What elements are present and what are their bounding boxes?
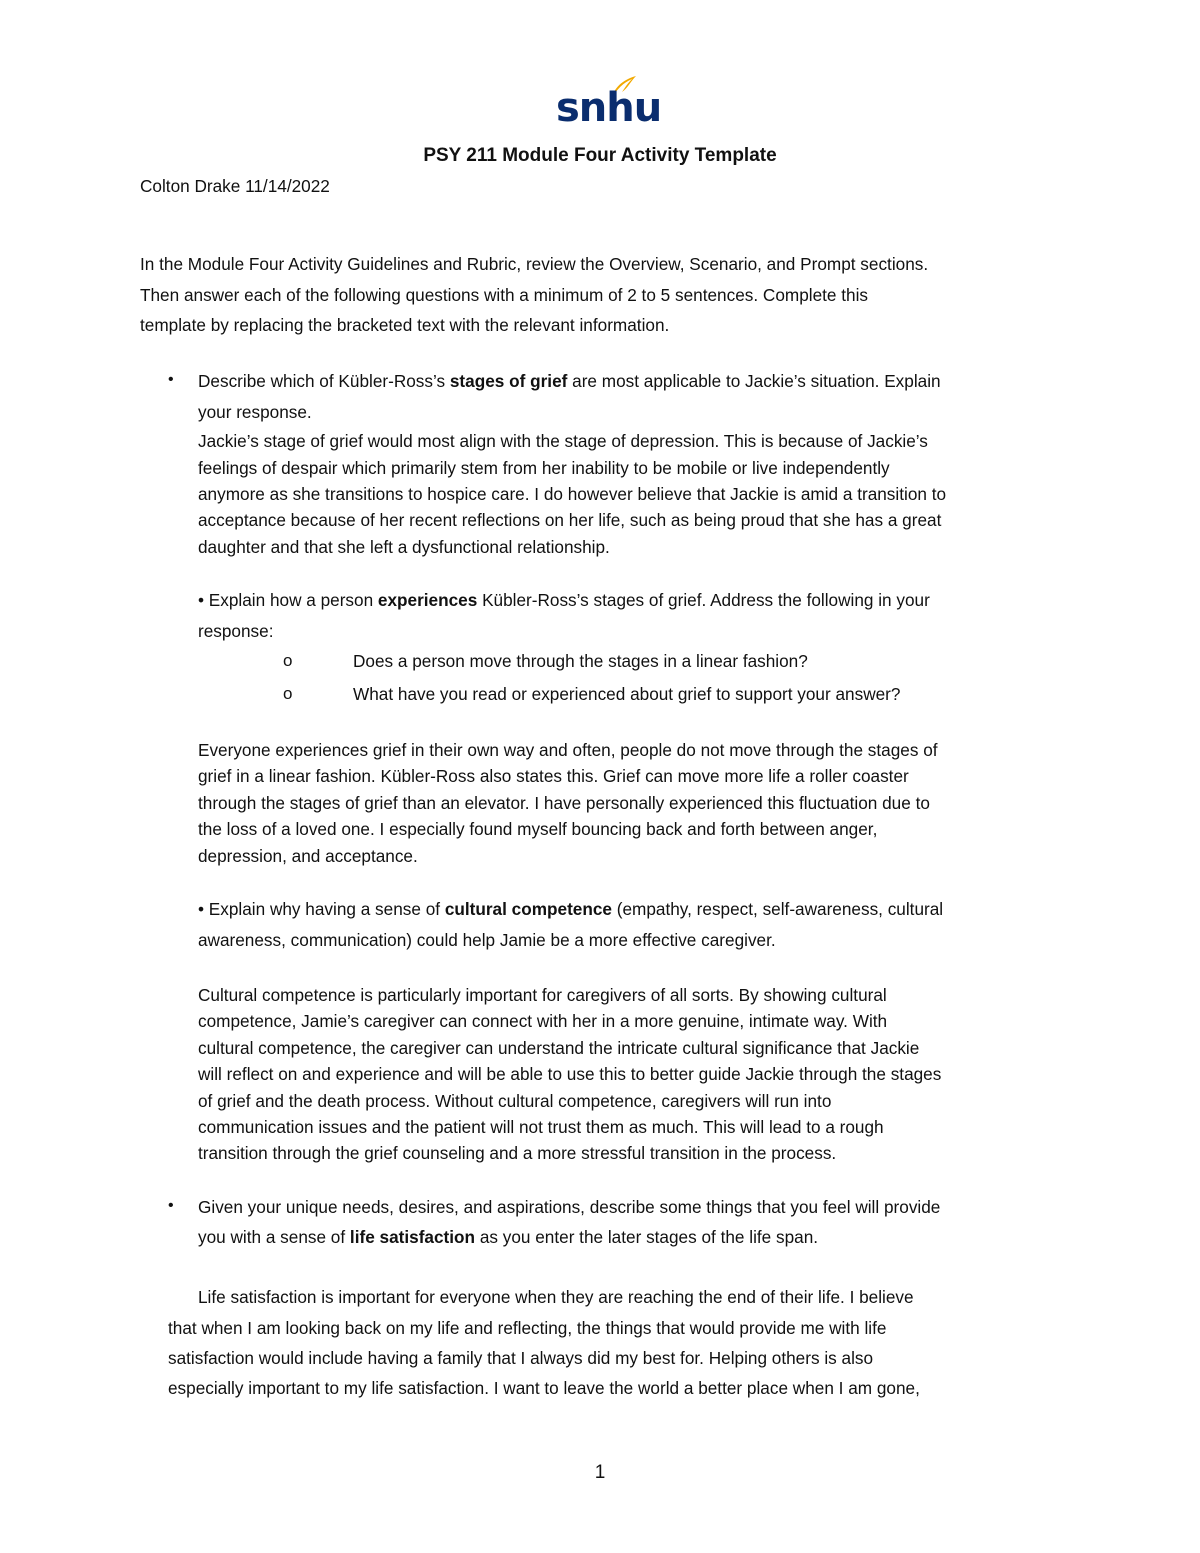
page-title: PSY 211 Module Four Activity Template <box>423 145 777 166</box>
sub-bullet-marker: o <box>283 684 293 703</box>
question-2 <box>198 587 930 613</box>
answer-1-line: anymore as she transitions to hospice care. I do however believe that Jackie is amid a transition to <box>198 484 947 504</box>
bullet-marker: • <box>198 590 205 610</box>
answer-1-line: feelings of despair which primarily stem from her inability to be mobile or live independently <box>198 458 890 478</box>
question-3-bold: cultural competence <box>444 899 612 919</box>
question-1-pre: Describe which of Kübler-Ross’s <box>198 371 450 391</box>
sub-question-2: What have you read or experienced about grief to support your answer? <box>353 684 901 704</box>
question-2-pre: Explain how a person <box>204 590 378 610</box>
bullet-marker: • <box>168 1197 174 1214</box>
answer-3-line: will reflect on and experience and will be able to use this to better guide Jackie through the stages <box>198 1064 942 1084</box>
sub-question-1: Does a person move through the stages in a linear fashion? <box>353 651 808 671</box>
answer-2-line: Everyone experiences grief in their own way and often, people do not move through the stages of <box>198 740 938 760</box>
question-3-pre: Explain why having a sense of <box>204 899 445 919</box>
answer-4-line: satisfaction would include having a family that I always did my best for. Helping others is also <box>168 1348 874 1368</box>
author-line: Colton Drake 11/14/2022 <box>140 176 330 196</box>
question-2-line-2: response: <box>198 621 274 641</box>
answer-3-line: cultural competence, the caregiver can understand the intricate cultural significance that Jackie <box>198 1038 920 1058</box>
sub-bullet-marker: o <box>283 651 293 670</box>
question-4-line-2 <box>198 1224 818 1250</box>
logo-text: snhu <box>556 85 662 131</box>
answer-1-line: Jackie’s stage of grief would most align with the stage of depression. This is because of Jackie’s <box>198 431 928 451</box>
question-4: Given your unique needs, desires, and aspirations, describe some things that you feel will provide <box>198 1197 941 1217</box>
snhu-logo <box>556 74 662 132</box>
question-2-post: Kübler-Ross’s stages of grief. Address the following in your <box>477 590 930 610</box>
answer-2-line: grief in a linear fashion. Kübler-Ross also states this. Grief can move more life a roller coaster <box>198 766 909 786</box>
question-2-bold: experiences <box>377 590 478 610</box>
question-1 <box>198 368 941 394</box>
question-3 <box>198 896 943 922</box>
answer-3-line: Cultural competence is particularly important for caregivers of all sorts. By showing cultural <box>198 985 887 1005</box>
intro-line-3: template by replacing the bracketed text with the relevant information. <box>140 315 670 335</box>
page-number: 1 <box>594 1462 606 1483</box>
answer-3-line: competence, Jamie’s caregiver can connect with her in a more genuine, intimate way. With <box>198 1011 888 1031</box>
answer-1-line: daughter and that she left a dysfunctional relationship. <box>198 537 610 557</box>
intro-line-2: Then answer each of the following questions with a minimum of 2 to 5 sentences. Complete this <box>140 285 868 305</box>
question-3-post: (empathy, respect, self-awareness, cultural <box>611 899 944 919</box>
question-3-line-2: awareness, communication) could help Jamie be a more effective caregiver. <box>198 930 776 950</box>
intro-line-1: In the Module Four Activity Guidelines and Rubric, review the Overview, Scenario, and Prompt sections. <box>140 254 929 274</box>
answer-4-line: that when I am looking back on my life and reflecting, the things that would provide me with life <box>168 1318 887 1338</box>
question-4-line-2-post: as you enter the later stages of the life span. <box>475 1227 819 1247</box>
answer-3-line: transition through the grief counseling and a more stressful transition in the process. <box>198 1143 837 1163</box>
question-1-line-2: your response. <box>198 402 312 422</box>
answer-4-line: especially important to my life satisfaction. I want to leave the world a better place when I am gone, <box>168 1378 920 1398</box>
answer-3-line: communication issues and the patient will not trust them as much. This will lead to a rough <box>198 1117 884 1137</box>
answer-2-line: through the stages of grief than an elevator. I have personally experienced this fluctuation due to <box>198 793 930 813</box>
bullet-marker: • <box>198 899 205 919</box>
question-4-bold: life satisfaction <box>349 1227 476 1247</box>
answer-2-line: depression, and acceptance. <box>198 846 418 866</box>
answer-1-line: acceptance because of her recent reflections on her life, such as being proud that she has a great <box>198 510 942 530</box>
question-1-bold: stages of grief <box>449 371 568 391</box>
answer-2-line: the loss of a loved one. I especially found myself bouncing back and forth between anger, <box>198 819 878 839</box>
question-1-post: are most applicable to Jackie’s situation. Explain <box>567 371 941 391</box>
question-4-line-2-pre: you with a sense of <box>198 1227 350 1247</box>
answer-3-line: of grief and the death process. Without cultural competence, caregivers will run into <box>198 1091 832 1111</box>
answer-4-line: Life satisfaction is important for everyone when they are reaching the end of their life. I believe <box>198 1287 914 1307</box>
bullet-marker: • <box>168 371 174 388</box>
